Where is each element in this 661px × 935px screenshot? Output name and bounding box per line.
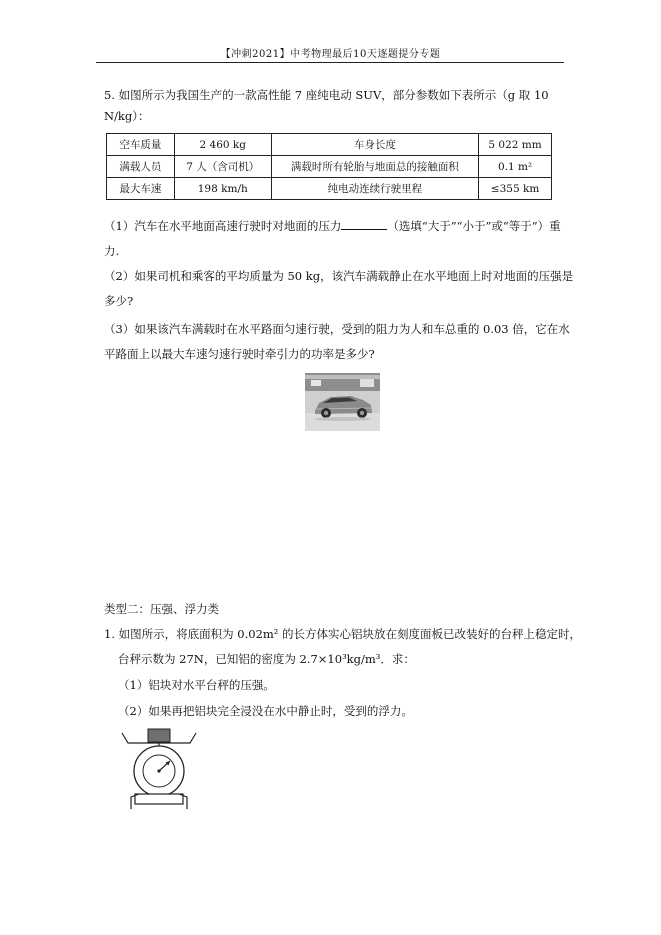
table-cell: 最大车速: [107, 178, 175, 200]
table-row: [107, 134, 552, 156]
q5-sub1-text-b: （选填“大于”“小于”或“等于”）重: [387, 219, 561, 233]
table-cell: 5 022 mm: [479, 134, 552, 156]
table-cell: 纯电动连续行驶里程: [271, 178, 478, 200]
section2-title: 类型二：压强、浮力类: [104, 602, 219, 616]
table-cell: ≤355 km: [479, 178, 552, 200]
table-cell: 198 km/h: [174, 178, 271, 200]
page-header: 【冲刺2021】中考物理最后10天逐题提分专题: [220, 49, 441, 60]
answer-blank: [341, 218, 387, 230]
table-cell: 空车质量: [107, 134, 175, 156]
q1-sub1: （1）铝块对水平台秤的压强。: [118, 678, 275, 692]
q5-stem-line2: N/kg）：: [104, 109, 150, 123]
q5-sub1-text-a: （1）汽车在水平地面高速行驶时对地面的压力: [104, 219, 342, 233]
table-row: [107, 178, 552, 200]
platform-scale-diagram: [118, 727, 200, 810]
suv-photo: [305, 373, 380, 431]
q5-sub3-cont: 平路面上以最大车速匀速行驶时牵引力的功率是多少?: [104, 347, 375, 361]
table-cell: 满载人员: [107, 156, 175, 178]
table-cell: 车身长度: [271, 134, 478, 156]
parameter-table: [106, 133, 552, 200]
q5-sub1: [104, 218, 561, 234]
table-cell: 0.1 m²: [479, 156, 552, 178]
q5-stem-line1: 5. 如图所示为我国生产的一款高性能 7 座纯电动 SUV，部分参数如下表所示（g 取 10: [104, 88, 549, 102]
table-cell: 7 人（含司机）: [174, 156, 271, 178]
q1-stem-line1: 1. 如图所示，将底面积为 0.02m² 的长方体实心铝块放在刻度面板已改装好的台秤上稳定时，: [104, 627, 582, 641]
header-divider: [96, 62, 564, 63]
q5-sub3: （3）如果该汽车满载时在水平路面匀速行驶，受到的阻力为人和车总重的 0.03 倍，它在水: [104, 322, 570, 336]
q1-stem-line2: 台秤示数为 27N，已知铝的密度为 2.7×10³kg/m³．求：: [118, 652, 415, 666]
table-row: [107, 156, 552, 178]
q5-sub1-cont: 力.: [104, 244, 120, 258]
q5-sub2: （2）如果司机和乘客的平均质量为 50 kg，该汽车满载静止在水平地面上时对地面的压强是: [104, 269, 574, 283]
table-cell: 满载时所有轮胎与地面总的接触面积: [271, 156, 478, 178]
table-cell: 2 460 kg: [174, 134, 271, 156]
q1-sub2: （2）如果再把铝块完全浸没在水中静止时，受到的浮力。: [118, 704, 413, 718]
q5-sub2-cont: 多少?: [104, 294, 134, 308]
